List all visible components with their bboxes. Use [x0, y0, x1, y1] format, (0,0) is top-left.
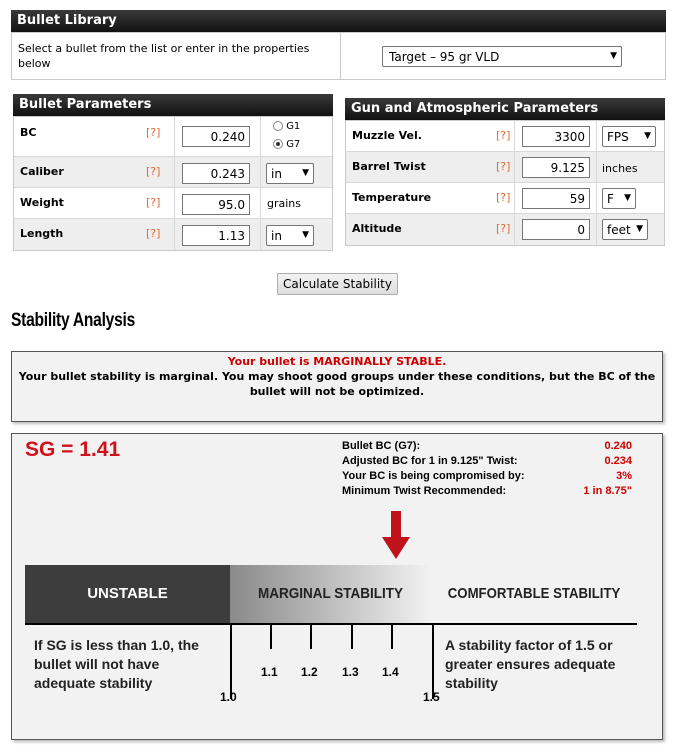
weight-input[interactable]: 95.0: [182, 194, 250, 215]
stat-row: [342, 454, 632, 469]
stat-label: Adjusted BC for 1 in 9.125" Twist:: [342, 455, 518, 467]
bullet-parameters-header: Bullet Parameters: [13, 94, 333, 116]
alt-unit-value: feet: [607, 223, 631, 237]
mv-help[interactable]: [?]: [496, 129, 511, 142]
tick-1-4: [391, 623, 393, 649]
length-unit-value: in: [271, 229, 282, 243]
tick-1-0: [230, 623, 232, 699]
chevron-down-icon: ▼: [302, 230, 309, 240]
g1-radio[interactable]: [273, 121, 283, 131]
stability-message: Your bullet stability is marginal. You may shoot good groups under these conditions, but the BC of the bullet will not be optimized.: [18, 370, 656, 398]
chevron-down-icon: ▼: [302, 168, 309, 178]
gun-col-line-1: [514, 121, 515, 245]
zone-marginal: [230, 565, 432, 623]
zone-unstable-label: UNSTABLE: [87, 585, 168, 602]
temp-input[interactable]: 59: [522, 188, 590, 209]
bullet-select[interactable]: [382, 46, 622, 67]
bullet-library-panel: [11, 32, 666, 80]
zone-comfortable-label: COMFORTABLE STABILITY: [448, 585, 621, 602]
bc-input[interactable]: 0.240: [182, 126, 250, 147]
g7-radio[interactable]: [273, 139, 283, 149]
bc-help[interactable]: [?]: [146, 126, 161, 139]
scale-baseline: [25, 623, 637, 625]
stat-label: Your BC is being compromised by:: [342, 470, 525, 482]
stat-row: [342, 439, 632, 454]
stat-row: [342, 484, 632, 499]
alt-label: Altitude: [352, 222, 402, 235]
temp-unit-value: F: [607, 192, 614, 206]
temp-label: Temperature: [352, 191, 432, 204]
stat-label: Bullet BC (G7):: [342, 440, 421, 452]
g7-radio-option[interactable]: [273, 139, 300, 150]
zone-unstable: [25, 565, 230, 623]
caliber-unit-value: in: [271, 167, 282, 181]
tick-label-1-0: 1.0: [220, 690, 237, 704]
tick-label-1-2: 1.2: [301, 665, 318, 679]
temp-unit-select[interactable]: [602, 188, 636, 209]
stats-table: [342, 439, 632, 499]
stability-result-box: [11, 433, 663, 740]
caliber-unit-select[interactable]: [266, 163, 314, 184]
mv-input[interactable]: 3300: [522, 126, 590, 147]
tick-1-1: [270, 623, 272, 649]
gun-col-line-2: [596, 121, 597, 245]
tick-label-1-3: 1.3: [342, 665, 359, 679]
length-label: Length: [20, 227, 64, 240]
stat-value: 0.234: [604, 455, 632, 467]
library-divider: [340, 33, 341, 79]
stat-value: 0.240: [604, 440, 632, 452]
gun-parameters-panel: [345, 120, 665, 246]
col-line-2: [260, 157, 261, 250]
bullet-parameters-panel: [13, 116, 333, 251]
note-comfortable: A stability factor of 1.5 or greater ensures adequate stability: [445, 637, 616, 691]
zone-marginal-label: MARGINAL STABILITY: [258, 585, 404, 602]
sg-value: SG = 1.41: [25, 438, 121, 461]
bullet-library-header: Bullet Library: [11, 10, 666, 32]
stat-row: [342, 469, 632, 484]
col-line-1: [174, 157, 175, 250]
twist-input[interactable]: 9.125: [522, 157, 590, 178]
twist-help[interactable]: [?]: [496, 160, 511, 173]
weight-help[interactable]: [?]: [146, 196, 161, 209]
length-help[interactable]: [?]: [146, 227, 161, 240]
twist-label: Barrel Twist: [352, 160, 426, 173]
tick-label-1-5: 1.5: [423, 690, 440, 704]
bullet-select-value: Target – 95 gr VLD: [389, 50, 500, 64]
sg-marker-arrow-icon: [382, 511, 410, 561]
bc-label: BC: [20, 126, 37, 139]
mv-unit-select[interactable]: [602, 126, 656, 147]
caliber-label: Caliber: [20, 165, 64, 178]
weight-unit: grains: [267, 197, 302, 210]
chevron-down-icon: ▼: [644, 131, 651, 141]
stat-value: 3%: [616, 470, 632, 482]
twist-unit: inches: [602, 162, 638, 175]
tick-label-1-1: 1.1: [261, 665, 278, 679]
library-instruction: Select a bullet from the list or enter in the properties below: [18, 42, 310, 70]
alt-unit-select[interactable]: [602, 219, 648, 240]
stability-status-box: [11, 351, 663, 422]
stat-label: Minimum Twist Recommended:: [342, 485, 507, 497]
zone-comfortable: [432, 565, 637, 623]
stability-status: Your bullet is MARGINALLY STABLE.: [227, 355, 447, 368]
g7-label: G7: [286, 139, 301, 150]
alt-help[interactable]: [?]: [496, 222, 511, 235]
tick-1-5: [432, 623, 434, 699]
weight-label: Weight: [20, 196, 64, 209]
mv-unit-value: FPS: [607, 130, 629, 144]
gun-parameters-header: Gun and Atmospheric Parameters: [345, 98, 665, 120]
g1-radio-option[interactable]: [273, 121, 300, 132]
caliber-input[interactable]: 0.243: [182, 163, 250, 184]
chevron-down-icon: ▼: [624, 193, 631, 203]
calculate-stability-button[interactable]: Calculate Stability: [277, 273, 398, 295]
length-unit-select[interactable]: [266, 225, 314, 246]
alt-input[interactable]: 0: [522, 219, 590, 240]
stat-value: 1 in 8.75": [583, 485, 632, 497]
temp-help[interactable]: [?]: [496, 191, 511, 204]
caliber-help[interactable]: [?]: [146, 165, 161, 178]
mv-label: Muzzle Vel.: [352, 129, 422, 142]
g1-label: G1: [286, 121, 301, 132]
length-input[interactable]: 1.13: [182, 225, 250, 246]
tick-1-2: [310, 623, 312, 649]
chevron-down-icon: ▼: [610, 51, 617, 61]
chevron-down-icon: ▼: [636, 224, 643, 234]
note-unstable: If SG is less than 1.0, the bullet will not have adequate stability: [34, 637, 199, 691]
tick-1-3: [351, 623, 353, 649]
tick-label-1-4: 1.4: [382, 665, 399, 679]
stability-analysis-heading: Stability Analysis: [11, 310, 136, 331]
